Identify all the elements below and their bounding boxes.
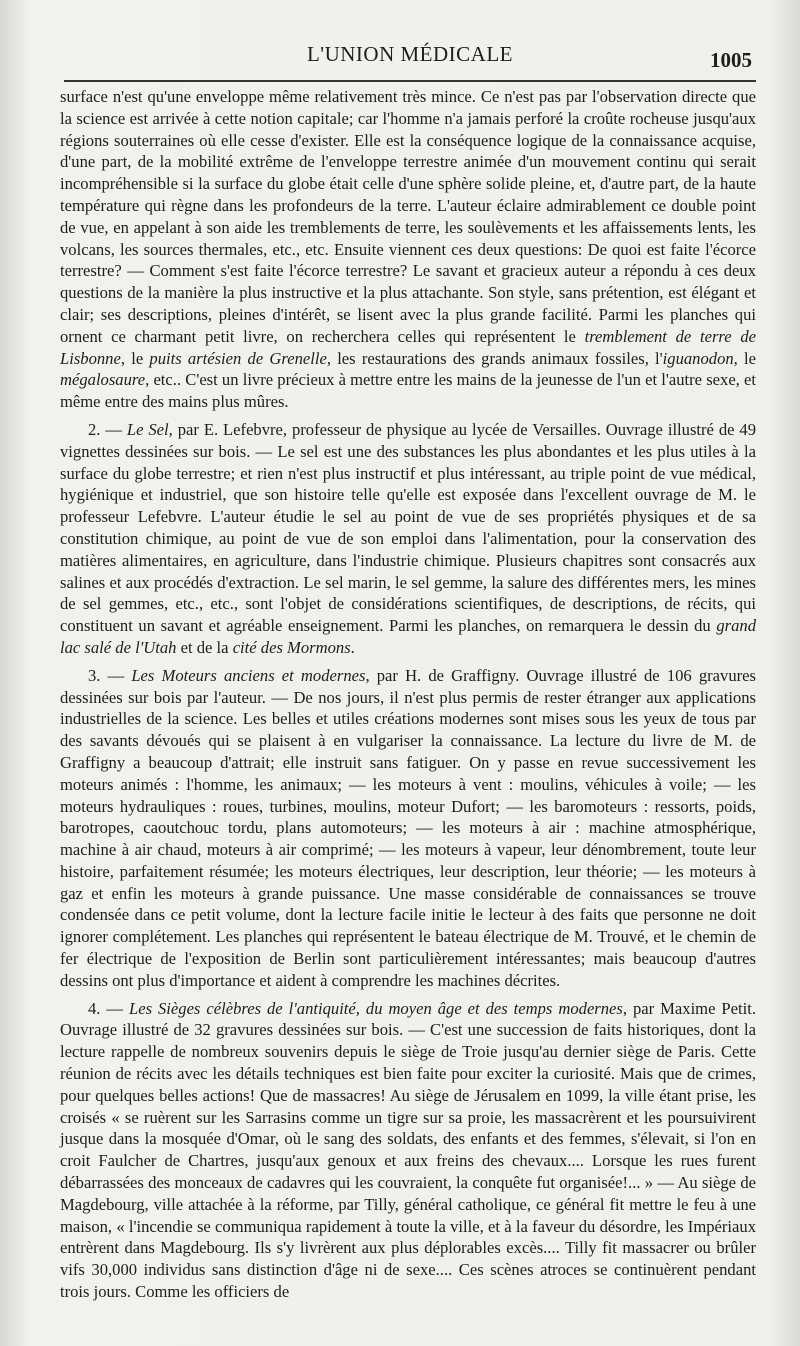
running-title: L'UNION MÉDICALE: [306, 42, 513, 66]
text-run: surface n'est qu'une enveloppe même relativement très mince. Ce n'est pas par l'observation directe que la science est arrivée à cette notion capitale; car l'homme n'a jamais perforé la croûte rocheuse jusqu'aux régions souterraines où elle cesse d'exister. Elle est la conséquence logique de la connaissance acquise, d'une part, de la mobilité extrême de l'enveloppe terrestre animée d'un mouvement continu qui serait incompréhensible si la surface du globe était celle d'une sphère solide pleine, et, d'autre part, de la haute température qui règne dans les profondeurs de la terre. L'auteur éclaire admirablement ce double point de vue, en appelant à son aide les tremblements de terre, les soulèvements et les affaissements lents, les volcans, les sources thermales, etc., etc. Ensuite viennent ces deux questions: De quoi est faite l'écorce terrestre? — Comment s'est faite l'écorce terrestre? Le savant et gracieux auteur a répondu à ces deux questions de la manière la plus instructive et la plus attachante. Son style, sans prétention, est élégant et clair; ses descriptions, pleines d'intérêt, se lisent avec la plus grande facilité. Parmi les planches qui ornent ce charmant petit livre, on recherchera celles qui représentent le: [60, 87, 756, 346]
text-run: , etc.. C'est un livre précieux à mettre entre les mains de la jeunesse de l'un et l'autre sexe, et même entre des mains plus mûres.: [60, 370, 756, 412]
paragraph-book-3: [60, 665, 756, 992]
text-run: , par E. Lefebvre, professeur de physique au lycée de Versailles. Ouvrage illustré de 49 vignettes dessinées sur bois. — Le sel est une des substances les plus abondantes et les plus utiles à la surface du globe terrestre; et rien n'est plus instructif et plus intéressant, au triple point de vue médical, hygiénique et industriel, que son histoire telle qu'elle est exposée dans l'excellent ouvrage de M. le professeur Lefebvre. L'auteur étudie le sel au point de vue de ses propriétés physiques et de sa constitution chimique, au point de vue de son emploi dans l'alimentation, pour la conservation des matières alimentaires, en agriculture, dans l'industrie chimique. Plusieurs chapitres sont consacrés aux salines et aux procédés d'extraction. Le sel marin, le sel gemme, la salure des différentes mers, les mines de sel gemmes, etc., etc., sont l'objet de considérations scientifiques, de descriptions, de récits, qui constituent un savant et agréable enseignement. Parmi les planches, on remarquera le dessin du: [60, 419, 757, 636]
book-title: Les Moteurs anciens et modernes: [131, 665, 366, 685]
text-run: , le: [733, 348, 756, 368]
page-header: [60, 38, 760, 78]
paragraph-book-4: [60, 998, 756, 1303]
text-run: et de la: [176, 637, 233, 657]
book-title: Le Sel: [126, 419, 169, 439]
page-number: 1005: [710, 48, 752, 72]
text-run: , par H. de Graffigny. Ouvrage illustré de 106 gravures dessinées sur bois par l'auteur. — De nos jours, il n'est plus permis de rester étranger aux applications industrielles de la science. Les belles et utiles créations modernes sont mises sous les yeux de tous par des savants dévoués qui se plaisent à en vulgariser la connaissance. La lecture du livre de M. de Graffigny a beaucoup d'attrait; elle instruit sans fatiguer. On y passe en revue successivement les moteurs animés : l'homme, les animaux; — les moteurs à vent : moulins, véhicules à voile; — les moteurs hydrauliques : roues, turbines, moulins, moteur Dufort; — les baromoteurs : ressorts, poids, barotropes, caoutchouc tordu, plans automoteurs; — les moteurs à air : machine atmosphérique, machine à air chaud, moteurs à air comprimé; — les moteurs à vapeur, leur dénombrement, toute leur histoire, parfaitement résumée; les moteurs électriques, leur description, leur théorie; — les moteurs à gaz et enfin les moteurs à grande puissance. Une masse considérable de connaissances se trouve condensée dans ce petit volume, dont la lecture facile initie le lecteur à des faits que personne ne doit ignorer complétement. Les planches qui représentent le bateau électrique de M. Trouvé, et le chemin de fer électrique de l'exposition de Berlin sont particulièrement intéressantes; mais beaucoup d'autres dessins ont plus d'importance et aident à comprendre les machines décrites.: [60, 665, 756, 990]
text-run: .: [350, 637, 355, 657]
body-text: [60, 86, 756, 1303]
paragraph-continued: [60, 86, 756, 413]
text-run: , les restaurations des grands animaux fossiles, l': [326, 348, 663, 368]
italic-title: tremblement de terre de Lisbonne: [60, 326, 756, 368]
book-title: Les Sièges célèbres de l'antiquité, du moyen âge et des temps modernes: [128, 998, 623, 1018]
item-number: 2. —: [88, 419, 127, 439]
item-number: 3. —: [88, 665, 132, 685]
italic-title: puits artésien de Grenelle: [149, 348, 327, 368]
header-rule: [64, 80, 756, 82]
italic-title: grand lac salé de l'Utah: [60, 616, 756, 657]
italic-title: iguanodon: [662, 348, 734, 368]
text-run: , le: [120, 348, 150, 368]
item-number: 4. —: [88, 998, 129, 1018]
paragraph-book-2: [60, 419, 756, 659]
italic-title: mégalosaure: [60, 370, 146, 390]
italic-title: cité des Mormons: [232, 637, 351, 657]
text-run: , par Maxime Petit. Ouvrage illustré de 32 gravures dessinées sur bois. — C'est une succession de faits historiques, dont la lecture rappelle de nombreux souvenirs depuis le siège de Troie jusqu'au dernier siège de Paris. Cette réunion de récits avec les détails techniques est bien faite pour exciter la curiosité. Mais que de crimes, pour quelques belles actions! Que de massacres! Au siège de Jérusalem en 1099, la ville étant prise, les croisés « se ruèrent sur les Sarrasins comme un tigre sur sa proie, les massacrèrent et les poursuivirent jusque dans la mosquée d'Omar, où le sang des soldats, des enfants et des femmes, s'élevait, si l'on en croit Faulcher de Chartres, jusqu'aux genoux et aux freins des chevaux.... Lorsque les rues furent débarrassées des monceaux de cadavres qui les couvraient, la conquête fut organisée!... » — Au siège de Magdebourg, ville attachée à la réforme, par Tilly, général catholique, ce général fit mettre le feu à une maison, « l'incendie se communiqua rapidement à toute la ville, et à la faveur du désordre, les Impériaux entrèrent dans Magdebourg. Ils s'y livrèrent aux plus déplorables excès.... Tilly fit massacrer ou brûler vifs 30,000 individus sans distinction d'âge ni de sexe.... Ces scènes atroces se continuèrent pendant trois jours. Comme les officiers de: [60, 998, 756, 1302]
